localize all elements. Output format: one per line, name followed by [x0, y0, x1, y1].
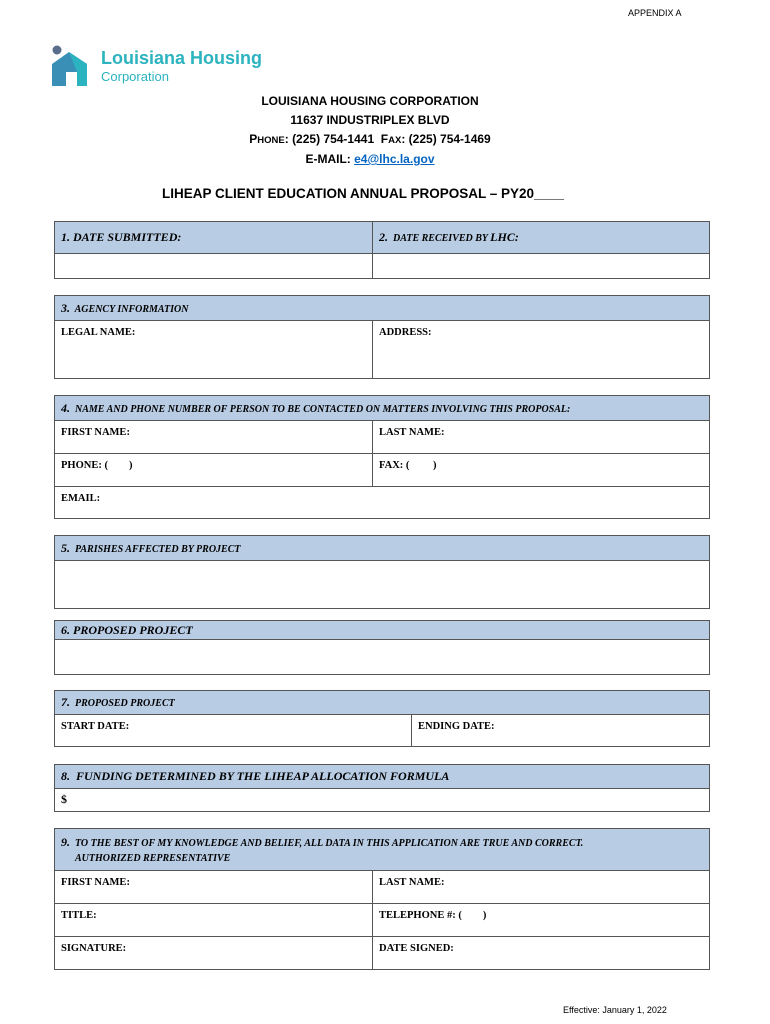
email-field[interactable]	[55, 486, 709, 518]
date-section	[54, 221, 710, 279]
document-title: LIHEAP CLIENT EDUCATION ANNUAL PROPOSAL – PY20____	[161, 186, 565, 201]
org-address: 11637 INDUSTRIPLEX BLVD	[290, 113, 450, 127]
agency-section	[54, 295, 710, 379]
logo-line2: Corporation	[101, 69, 169, 84]
rep-telephone-field[interactable]	[372, 904, 709, 936]
date-received-field[interactable]	[372, 254, 709, 278]
date-submitted-field[interactable]	[55, 254, 372, 278]
date-signed-field[interactable]	[372, 937, 709, 969]
email-link[interactable]: e4@lhc.la.gov	[354, 152, 435, 166]
proposed-project-section	[54, 620, 710, 675]
rep-telephone-label: TELEPHONE #: ( )	[379, 910, 487, 921]
fax-field[interactable]	[372, 454, 709, 486]
org-email: E-MAIL: e4@lhc.la.gov	[305, 152, 435, 166]
funding-amount-field[interactable]	[55, 788, 709, 811]
project-dates-title: 7. PROPOSED PROJECT	[61, 695, 175, 709]
proposed-project-field[interactable]	[55, 639, 709, 674]
logo-line1: Louisiana Housing	[101, 48, 263, 68]
email-label: EMAIL:	[61, 493, 101, 504]
certification-section	[54, 828, 710, 970]
start-date-label: START DATE:	[61, 721, 130, 732]
last-name-label: LAST NAME:	[379, 427, 445, 438]
start-date-field[interactable]	[55, 715, 411, 746]
org-name: LOUISIANA HOUSING CORPORATION	[261, 94, 479, 108]
parishes-field[interactable]	[55, 560, 709, 608]
lhc-logo	[51, 44, 266, 89]
date-submitted-label: 1. DATE SUBMITTED:	[61, 230, 182, 244]
effective-date: Effective: January 1, 2022	[563, 1005, 667, 1015]
org-phone-fax: PHONE: (225) 754-1441 FAX: (225) 754-1469	[249, 132, 491, 146]
rep-title-field[interactable]	[55, 904, 372, 936]
first-name-label: FIRST NAME:	[61, 427, 130, 438]
rep-first-name-label: FIRST NAME:	[61, 877, 130, 888]
rep-last-name-label: LAST NAME:	[379, 877, 445, 888]
date-signed-label: DATE SIGNED:	[379, 943, 454, 954]
address-field[interactable]	[372, 321, 709, 378]
certification-title: 9. TO THE BEST OF MY KNOWLEDGE AND BELIEF, ALL DATA IN THIS APPLICATION ARE TRUE AND CORRECT.	[61, 835, 584, 849]
appendix-label: APPENDIX A	[628, 8, 682, 18]
fax-label: FAX: ( )	[379, 460, 437, 471]
rep-last-name-field[interactable]	[372, 871, 709, 903]
date-received-label: 2. DATE RECEIVED BY LHC:	[379, 230, 519, 244]
phone-label: PHONE: ( )	[61, 460, 133, 471]
agency-title: 3. AGENCY INFORMATION	[61, 301, 189, 315]
proposed-project-title: 6. PROPOSED PROJECT	[61, 623, 193, 637]
last-name-field[interactable]	[372, 421, 709, 453]
contact-title: 4. NAME AND PHONE NUMBER OF PERSON TO BE CONTACTED ON MATTERS INVOLVING THIS PROPOSAL:	[61, 401, 571, 415]
rep-title-label: TITLE:	[61, 910, 97, 921]
parishes-title: 5. PARISHES AFFECTED BY PROJECT	[61, 541, 241, 555]
legal-name-label: LEGAL NAME:	[61, 327, 136, 338]
legal-name-field[interactable]	[55, 321, 372, 378]
address-label: ADDRESS:	[379, 327, 432, 338]
first-name-field[interactable]	[55, 421, 372, 453]
rep-first-name-field[interactable]	[55, 871, 372, 903]
contact-section	[54, 395, 710, 519]
house-icon	[51, 44, 91, 86]
signature-label: SIGNATURE:	[61, 943, 127, 954]
parishes-section	[54, 535, 710, 609]
org-header	[0, 92, 740, 169]
end-date-field[interactable]	[411, 715, 709, 746]
signature-field[interactable]	[55, 937, 372, 969]
funding-title: 8. FUNDING DETERMINED BY THE LIHEAP ALLOCATION FORMULA	[61, 769, 450, 783]
authorized-rep-label: AUTHORIZED REPRESENTATIVE	[75, 853, 231, 864]
dollar-sign: $	[61, 792, 67, 806]
project-dates-section	[54, 690, 710, 747]
end-date-label: ENDING DATE:	[418, 721, 495, 732]
funding-section	[54, 764, 710, 812]
phone-field[interactable]	[55, 454, 372, 486]
